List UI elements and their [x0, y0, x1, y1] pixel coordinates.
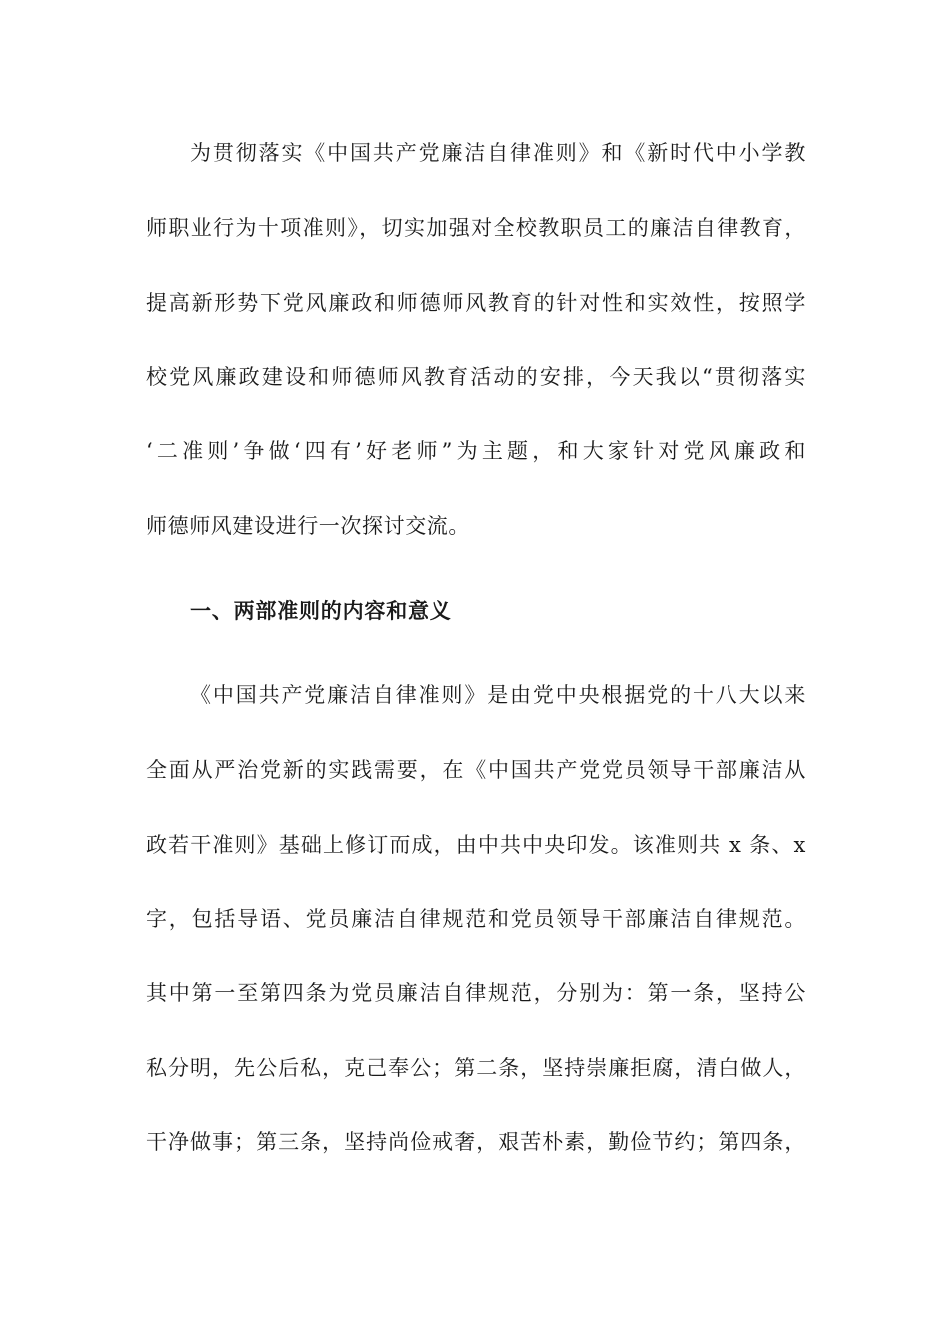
section-heading: 一、两部准则的内容和意义	[190, 599, 452, 623]
intro-paragraph-line: ‘二准则’争做‘四有’好老师”为主题，和大家针对党风廉政和	[146, 439, 806, 463]
body-paragraph-line: 全面从严治党新的实践需要，在《中国共产党党员领导干部廉洁从	[146, 758, 806, 782]
intro-paragraph-line: 提高新形势下党风廉政和师德师风教育的针对性和实效性，按照学	[146, 291, 806, 315]
intro-paragraph-line: 师德师风建设进行一次探讨交流。	[146, 514, 470, 538]
body-paragraph-line: 干净做事；第三条，坚持尚俭戒奢，艰苦朴素，勤俭节约；第四条，	[146, 1130, 806, 1154]
body-paragraph-line: 政若干准则》基础上修订而成，由中共中央印发。该准则共 x 条、x	[146, 833, 806, 857]
body-paragraph-line: 私分明，先公后私，克己奉公；第二条，坚持崇廉拒腐，清白做人，	[146, 1056, 806, 1080]
body-paragraph-line: 字，包括导语、党员廉洁自律规范和党员领导干部廉洁自律规范。	[146, 907, 806, 931]
intro-paragraph-line: 校党风廉政建设和师德师风教育活动的安排，今天我以“贯彻落实	[146, 365, 806, 389]
intro-paragraph-line: 师职业行为十项准则》，切实加强对全校教职员工的廉洁自律教育，	[146, 216, 806, 240]
body-paragraph-line: 其中第一至第四条为党员廉洁自律规范，分别为：第一条，坚持公	[146, 981, 806, 1005]
body-paragraph-line: 《中国共产党廉洁自律准则》是由党中央根据党的十八大以来	[190, 683, 806, 707]
intro-paragraph-line: 为贯彻落实《中国共产党廉洁自律准则》和《新时代中小学教	[190, 141, 806, 165]
